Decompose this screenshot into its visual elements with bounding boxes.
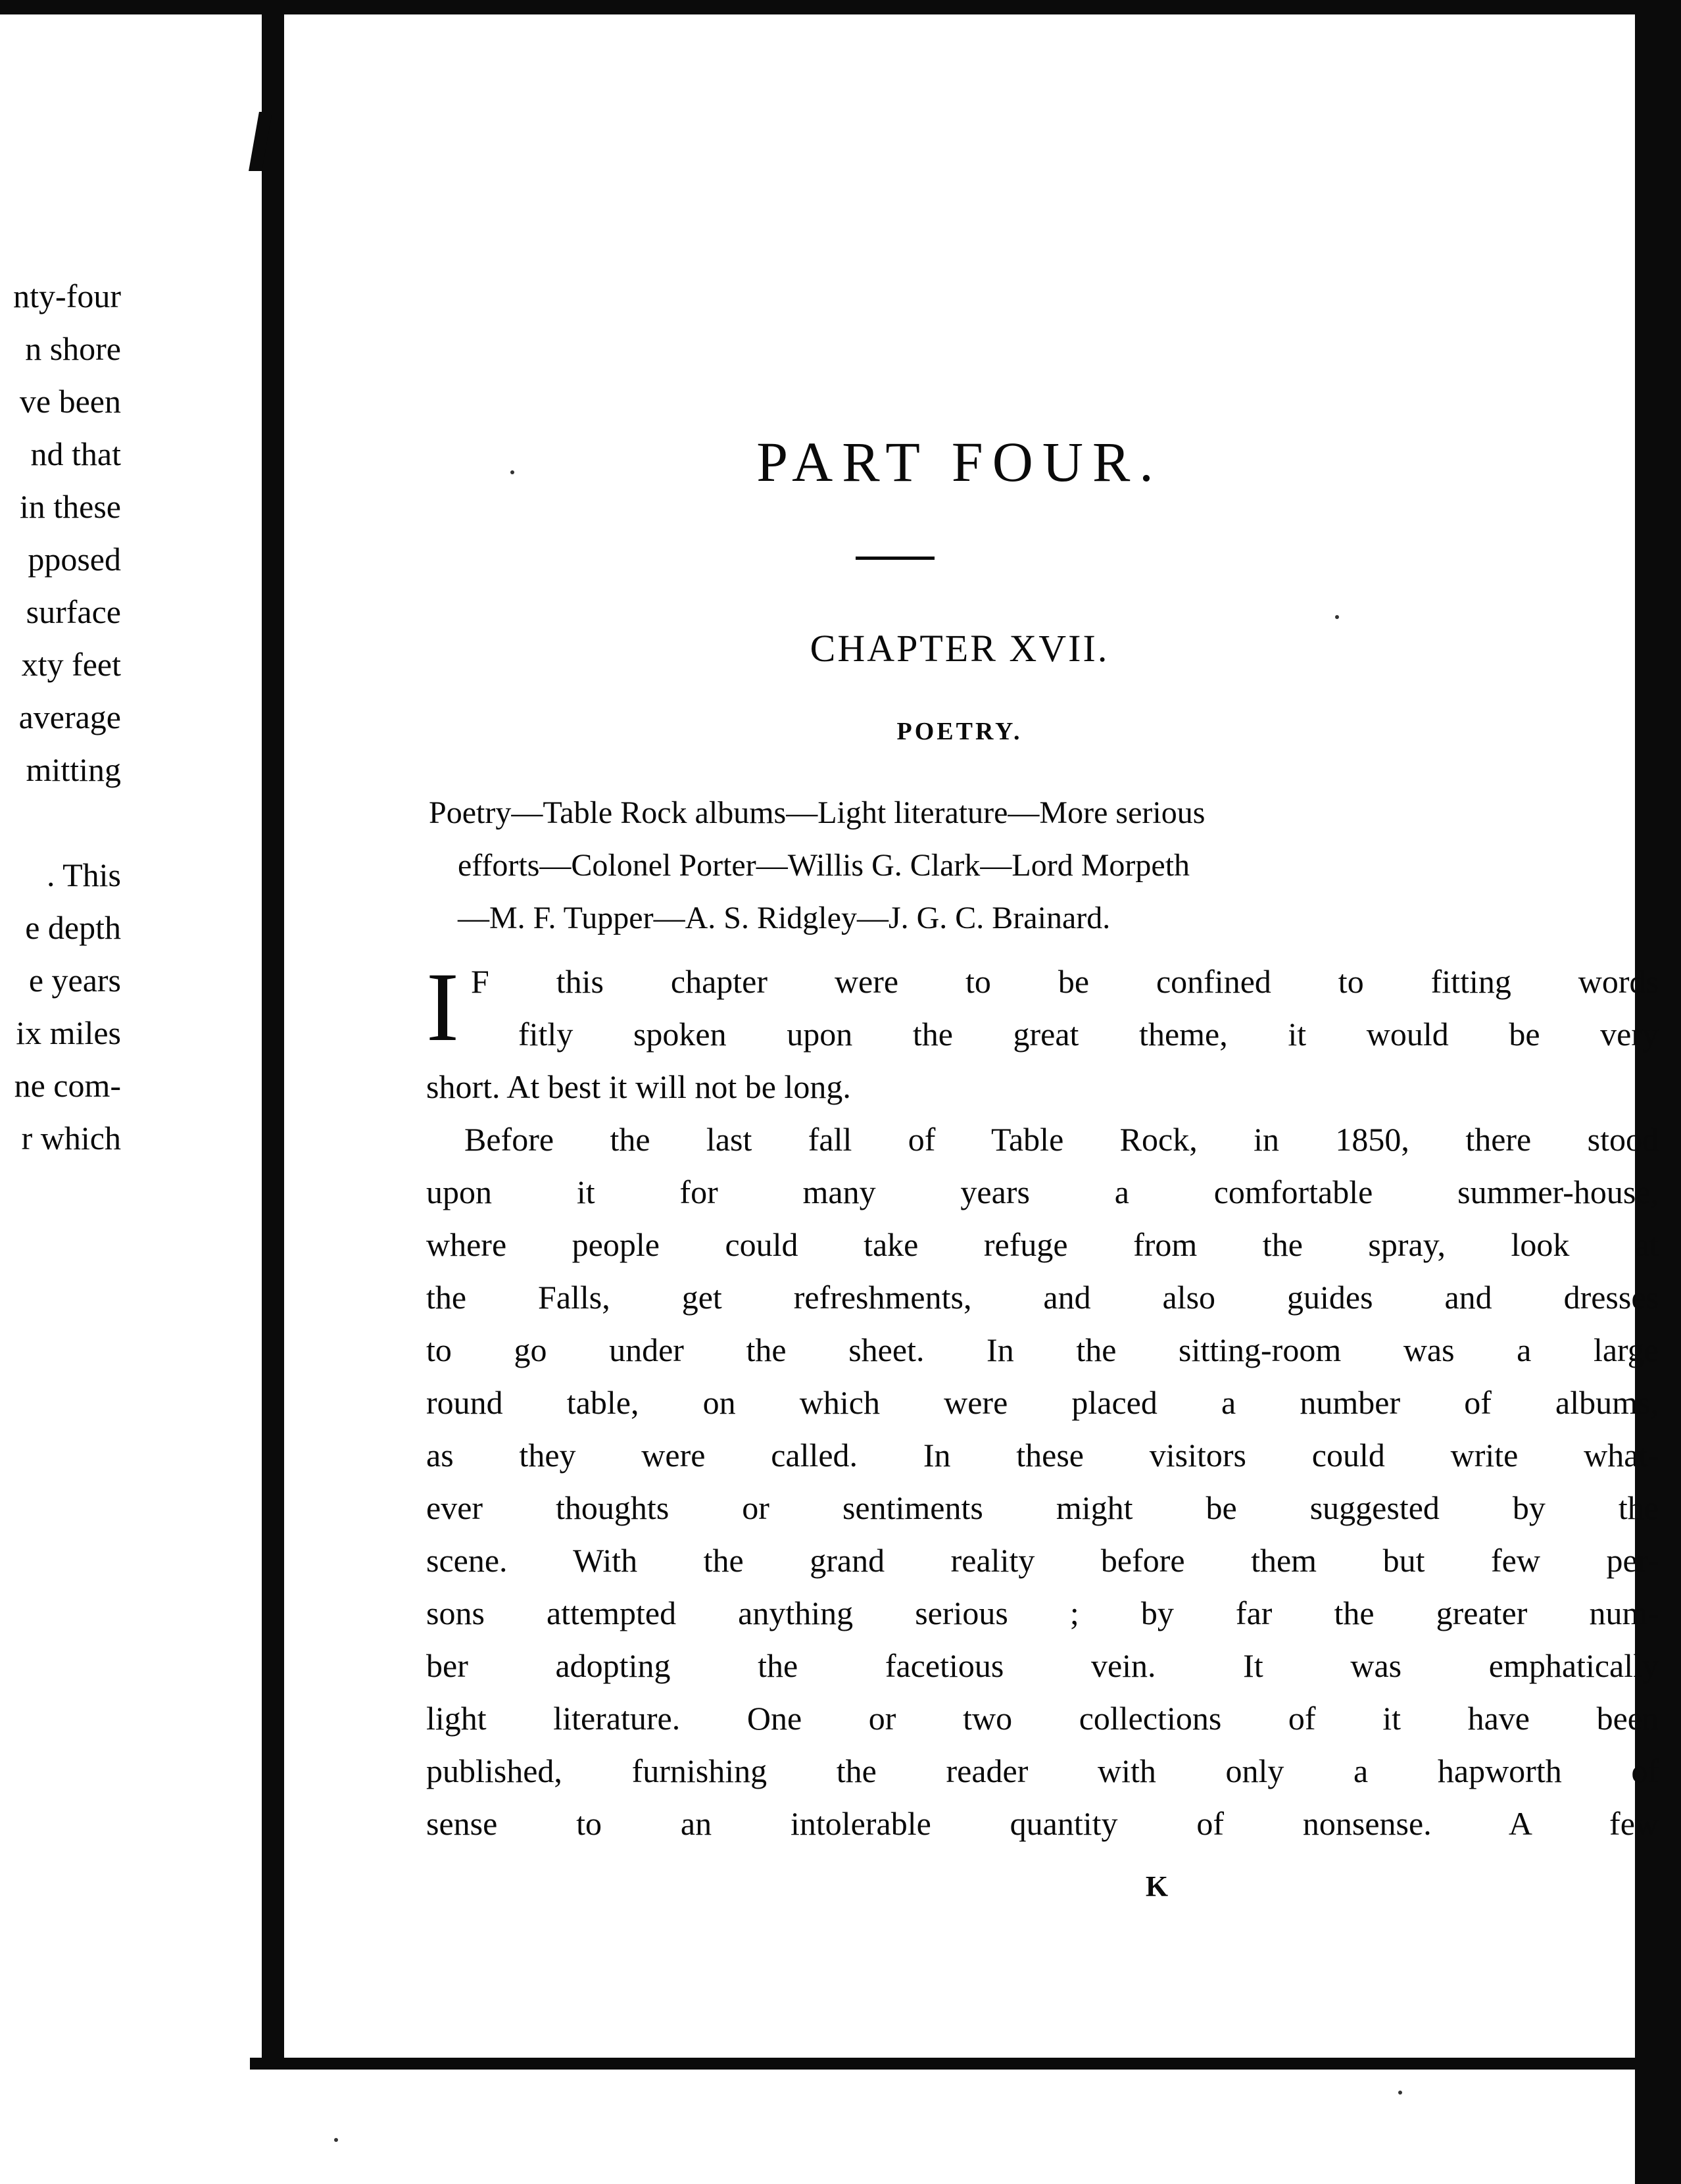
body-line: short. At best it will not be long.: [426, 1068, 851, 1105]
scan-speck: [510, 470, 514, 474]
facing-line: r which: [21, 1120, 121, 1156]
scan-border-bottom: [250, 2058, 1681, 2070]
facing-line: surface: [26, 593, 121, 630]
body-line: light literature. One or two collections of it have been: [426, 1700, 1659, 1737]
drop-cap: I: [426, 953, 459, 1062]
facing-line: mitting: [26, 751, 121, 788]
body-line: round table, on which were placed a number of albums,: [426, 1384, 1659, 1421]
facing-line: xty feet: [21, 646, 121, 683]
scan-border-top: [0, 0, 1681, 14]
body-line: ever thoughts or sentiments might be suggested by the: [426, 1489, 1659, 1526]
summary-line: Poetry—Table Rock albums—Light literature—More serious: [429, 795, 1206, 830]
facing-line: nd that: [30, 435, 121, 472]
chapter-body: [426, 955, 1659, 1850]
body-line: where people could take refuge from the spray, look at: [426, 1226, 1659, 1263]
body-line: upon it for many years a comfortable summer-house,: [426, 1174, 1659, 1210]
body-line: fitly spoken upon the great theme, it would be very: [518, 1016, 1659, 1053]
scan-speck: [334, 2138, 338, 2142]
facing-line: ix miles: [16, 1014, 121, 1051]
section-title: POETRY.: [896, 718, 1023, 745]
facing-line: . This: [47, 856, 121, 893]
body-line: ber adopting the facetious vein. It was emphatically: [426, 1647, 1659, 1684]
body-line: sons attempted anything serious ; by far the greater num-: [426, 1595, 1659, 1631]
book-gutter: [262, 0, 284, 2058]
body-line: published, furnishing the reader with only a hapworth of: [426, 1752, 1659, 1789]
title-rule: [856, 557, 935, 560]
opening-paragraph: [426, 955, 1659, 1113]
facing-line: n shore: [25, 330, 121, 367]
facing-line: e depth: [25, 909, 121, 946]
book-page: [284, 14, 1659, 2058]
facing-line: e years: [28, 962, 121, 999]
body-line: F this chapter were to be confined to fitting words: [471, 963, 1659, 1000]
facing-line: ne com-: [14, 1067, 121, 1104]
facing-page-fragment: [0, 14, 262, 2054]
chapter-summary: [429, 787, 1659, 945]
facing-line: nty-four: [13, 278, 121, 314]
body-line: the Falls, get refreshments, and also guides and dresses: [426, 1279, 1659, 1316]
second-paragraph: [426, 1113, 1659, 1850]
facing-line: ve been: [19, 383, 121, 420]
body-line: sense to an intolerable quantity of nonsense. A few: [426, 1805, 1659, 1842]
summary-line: —M. F. Tupper—A. S. Ridgley—J. G. C. Brainard.: [458, 901, 1111, 935]
body-line: to go under the sheet. In the sitting-room was a large: [426, 1331, 1659, 1368]
body-line: Before the last fall of Table Rock, in 1850, there stood: [464, 1121, 1659, 1158]
facing-line: average: [18, 699, 121, 735]
signature-mark: K: [1145, 1870, 1169, 1902]
facing-page-lines: [0, 14, 121, 2054]
scan-speck: [1398, 2091, 1402, 2095]
facing-line: in these: [19, 488, 121, 525]
scan-speck: [1335, 615, 1339, 619]
facing-line: pposed: [28, 541, 121, 578]
chapter-title: CHAPTER XVII.: [810, 627, 1109, 670]
summary-line: efforts—Colonel Porter—Willis G. Clark—Lord Morpeth: [458, 848, 1190, 883]
body-line: scene. With the grand reality before them but few per-: [426, 1542, 1659, 1579]
part-title: PART FOUR.: [756, 430, 1163, 493]
body-line: as they were called. In these visitors could write what-: [426, 1437, 1659, 1474]
